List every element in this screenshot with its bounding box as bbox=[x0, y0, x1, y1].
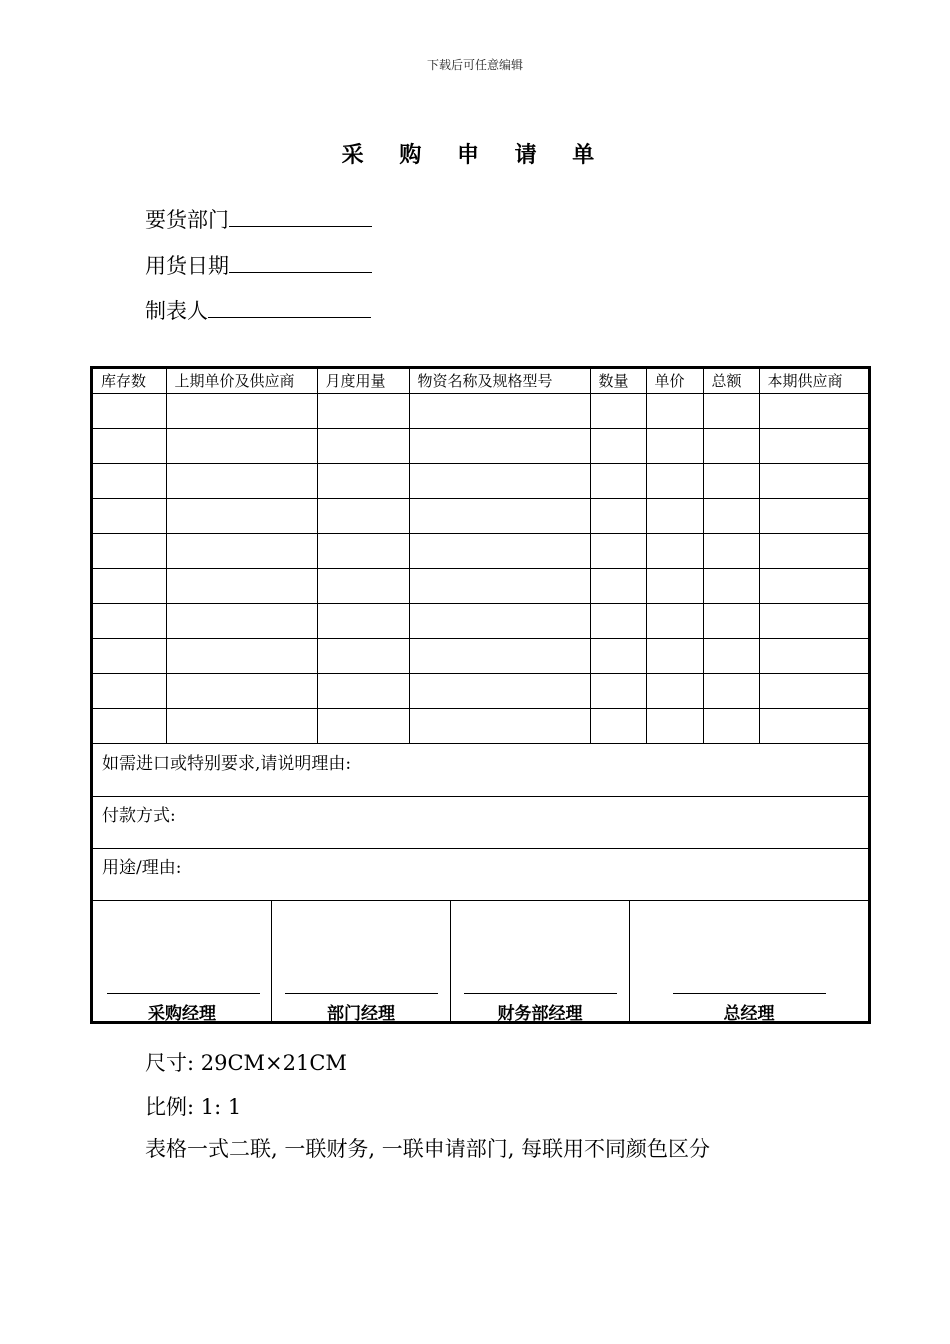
table-row bbox=[93, 603, 868, 638]
table-cell[interactable] bbox=[409, 708, 590, 743]
signature-line bbox=[107, 993, 260, 994]
table-cell[interactable] bbox=[93, 673, 166, 708]
table-cell[interactable] bbox=[590, 568, 646, 603]
preparer-label: 制表人 bbox=[145, 299, 208, 323]
table-cell[interactable] bbox=[590, 428, 646, 463]
table-cell[interactable] bbox=[166, 603, 317, 638]
table-row bbox=[93, 463, 868, 498]
size-note: 尺寸: 29CM×21CM bbox=[145, 1051, 347, 1075]
table-cell[interactable] bbox=[703, 568, 759, 603]
table-cell[interactable] bbox=[93, 533, 166, 568]
table-cell[interactable] bbox=[93, 498, 166, 533]
table-cell[interactable] bbox=[93, 463, 166, 498]
table-cell[interactable] bbox=[759, 603, 868, 638]
scale-note: 比例: 1: 1 bbox=[145, 1095, 242, 1119]
table-row bbox=[93, 533, 868, 568]
purchase-form bbox=[90, 366, 871, 1024]
table-cell[interactable] bbox=[703, 393, 759, 428]
signature-line bbox=[285, 993, 438, 994]
table-cell[interactable] bbox=[759, 428, 868, 463]
column-header-monthly-usage: 月度用量 bbox=[317, 369, 409, 393]
table-row bbox=[93, 708, 868, 743]
table-cell[interactable] bbox=[646, 708, 703, 743]
payment-method-row[interactable] bbox=[93, 797, 868, 849]
table-cell[interactable] bbox=[703, 498, 759, 533]
date-label: 用货日期 bbox=[145, 254, 229, 278]
table-cell[interactable] bbox=[317, 393, 409, 428]
table-cell[interactable] bbox=[703, 428, 759, 463]
table-cell[interactable] bbox=[759, 393, 868, 428]
signature-line bbox=[673, 993, 826, 994]
table-cell[interactable] bbox=[759, 533, 868, 568]
table-cell[interactable] bbox=[93, 603, 166, 638]
table-cell[interactable] bbox=[646, 673, 703, 708]
department-label: 要货部门 bbox=[145, 208, 229, 232]
table-cell[interactable] bbox=[166, 463, 317, 498]
table-cell[interactable] bbox=[409, 463, 590, 498]
copies-note: 表格一式二联, 一联财务, 一联申请部门, 每联用不同颜色区分 bbox=[145, 1137, 711, 1161]
purpose-row[interactable] bbox=[93, 849, 868, 901]
table-cell[interactable] bbox=[409, 428, 590, 463]
table-cell[interactable] bbox=[409, 533, 590, 568]
table-cell[interactable] bbox=[590, 603, 646, 638]
signature-line bbox=[464, 993, 617, 994]
signature-department-manager[interactable] bbox=[272, 901, 451, 1024]
signature-label: 财务部经理 bbox=[497, 1004, 583, 1024]
table-cell[interactable] bbox=[646, 428, 703, 463]
signature-label: 采购经理 bbox=[148, 1004, 216, 1024]
table-cell[interactable] bbox=[590, 498, 646, 533]
table-cell[interactable] bbox=[409, 603, 590, 638]
column-header-total: 总额 bbox=[703, 369, 759, 393]
table-cell[interactable] bbox=[759, 463, 868, 498]
signature-row bbox=[93, 901, 868, 1024]
table-cell[interactable] bbox=[703, 603, 759, 638]
table-cell[interactable] bbox=[646, 498, 703, 533]
preparer-field[interactable] bbox=[145, 297, 371, 324]
table-cell[interactable] bbox=[93, 428, 166, 463]
items-table bbox=[93, 369, 868, 744]
table-cell[interactable] bbox=[590, 673, 646, 708]
table-cell[interactable] bbox=[646, 638, 703, 673]
table-cell[interactable] bbox=[590, 708, 646, 743]
table-cell[interactable] bbox=[93, 638, 166, 673]
table-cell[interactable] bbox=[93, 708, 166, 743]
table-cell[interactable] bbox=[317, 498, 409, 533]
table-cell[interactable] bbox=[166, 498, 317, 533]
special-requirements-label: 如需进口或特别要求,请说明理由: bbox=[102, 754, 352, 774]
table-cell[interactable] bbox=[93, 393, 166, 428]
column-header-item-spec: 物资名称及规格型号 bbox=[409, 369, 590, 393]
table-cell[interactable] bbox=[166, 428, 317, 463]
table-cell[interactable] bbox=[703, 463, 759, 498]
preparer-blank-line[interactable] bbox=[208, 297, 371, 318]
table-cell[interactable] bbox=[646, 568, 703, 603]
date-blank-line[interactable] bbox=[229, 252, 372, 273]
table-cell[interactable] bbox=[759, 638, 868, 673]
column-header-last-price-supplier: 上期单价及供应商 bbox=[166, 369, 317, 393]
table-cell[interactable] bbox=[317, 463, 409, 498]
signature-general-manager[interactable] bbox=[630, 901, 868, 1024]
table-cell[interactable] bbox=[703, 638, 759, 673]
table-cell[interactable] bbox=[409, 638, 590, 673]
table-cell[interactable] bbox=[409, 498, 590, 533]
table-cell[interactable] bbox=[590, 393, 646, 428]
table-cell[interactable] bbox=[759, 498, 868, 533]
table-cell[interactable] bbox=[759, 708, 868, 743]
table-cell[interactable] bbox=[590, 533, 646, 568]
table-row bbox=[93, 393, 868, 428]
table-cell[interactable] bbox=[93, 568, 166, 603]
table-cell[interactable] bbox=[166, 638, 317, 673]
table-cell[interactable] bbox=[317, 568, 409, 603]
table-cell[interactable] bbox=[590, 463, 646, 498]
table-row bbox=[93, 638, 868, 673]
table-cell[interactable] bbox=[409, 568, 590, 603]
signature-purchasing-manager[interactable] bbox=[93, 901, 272, 1024]
table-row bbox=[93, 568, 868, 603]
table-cell[interactable] bbox=[703, 673, 759, 708]
table-cell[interactable] bbox=[317, 428, 409, 463]
table-cell[interactable] bbox=[317, 708, 409, 743]
table-cell[interactable] bbox=[317, 673, 409, 708]
table-cell[interactable] bbox=[166, 673, 317, 708]
table-cell[interactable] bbox=[646, 393, 703, 428]
table-row bbox=[93, 498, 868, 533]
table-cell[interactable] bbox=[703, 708, 759, 743]
table-header-row bbox=[93, 369, 868, 393]
column-header-unit-price: 单价 bbox=[646, 369, 703, 393]
page-title: 采 购 申 请 单 bbox=[341, 142, 609, 168]
table-cell[interactable] bbox=[759, 568, 868, 603]
department-blank-line[interactable] bbox=[229, 206, 372, 227]
table-cell[interactable] bbox=[317, 533, 409, 568]
table-cell[interactable] bbox=[646, 533, 703, 568]
signature-label: 总经理 bbox=[723, 1004, 775, 1024]
table-cell[interactable] bbox=[317, 603, 409, 638]
payment-method-label: 付款方式: bbox=[102, 806, 176, 826]
table-row bbox=[93, 673, 868, 708]
table-cell[interactable] bbox=[646, 463, 703, 498]
date-field[interactable] bbox=[145, 252, 372, 279]
table-cell[interactable] bbox=[409, 393, 590, 428]
column-header-current-supplier: 本期供应商 bbox=[759, 369, 868, 393]
signature-finance-manager[interactable] bbox=[451, 901, 630, 1024]
table-cell[interactable] bbox=[646, 603, 703, 638]
department-field[interactable] bbox=[145, 206, 372, 233]
table-cell[interactable] bbox=[166, 568, 317, 603]
table-cell[interactable] bbox=[590, 638, 646, 673]
table-cell[interactable] bbox=[166, 393, 317, 428]
signature-label: 部门经理 bbox=[327, 1004, 395, 1024]
table-cell[interactable] bbox=[166, 708, 317, 743]
table-row bbox=[93, 428, 868, 463]
table-cell[interactable] bbox=[317, 638, 409, 673]
purpose-label: 用途/理由: bbox=[102, 858, 182, 878]
table-cell[interactable] bbox=[759, 673, 868, 708]
table-cell[interactable] bbox=[703, 533, 759, 568]
table-cell[interactable] bbox=[409, 673, 590, 708]
table-cell[interactable] bbox=[166, 533, 317, 568]
column-header-quantity: 数量 bbox=[590, 369, 646, 393]
header-note: 下载后可任意编辑 bbox=[426, 58, 523, 72]
column-header-stock: 库存数 bbox=[93, 369, 166, 393]
special-requirements-row[interactable] bbox=[93, 745, 868, 797]
